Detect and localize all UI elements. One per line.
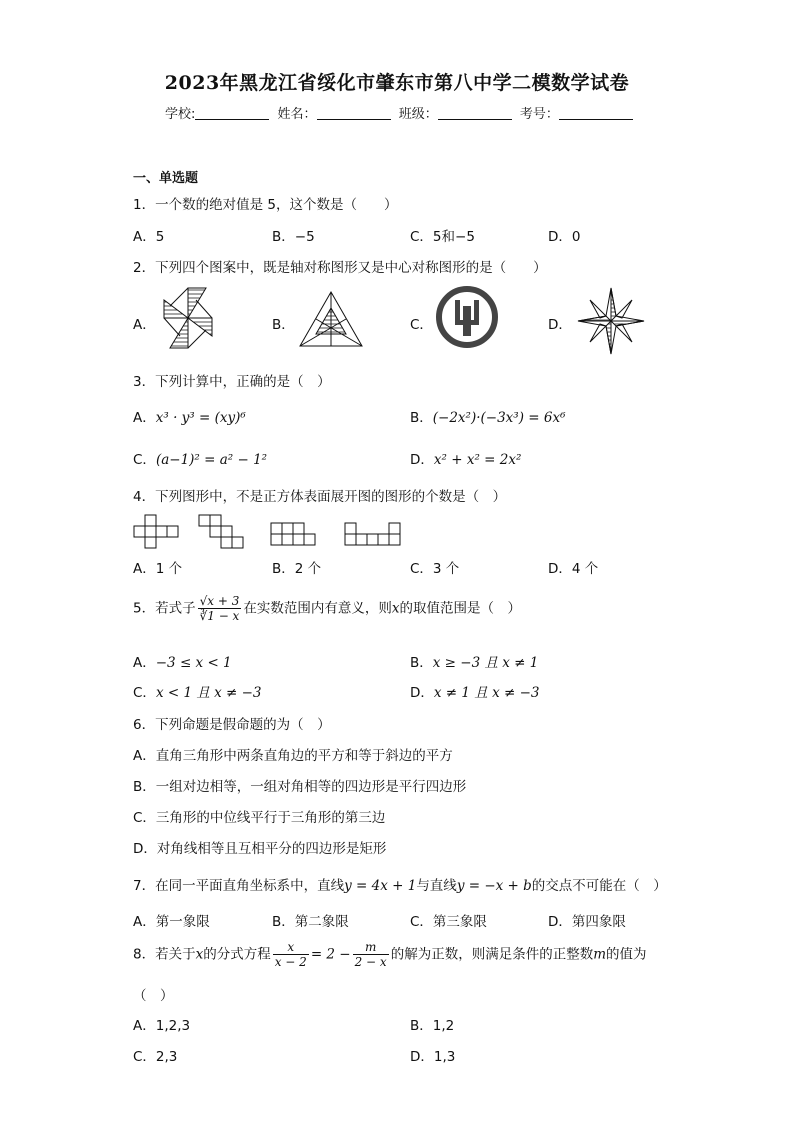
name-blank[interactable]: [317, 107, 391, 120]
q8-option-b[interactable]: B．1,2: [410, 1018, 455, 1034]
cube-net-2: [198, 514, 246, 548]
q7-line2: y = −x + b: [456, 878, 532, 894]
q5-option-c[interactable]: [133, 681, 262, 701]
q7-line1: y = 4x + 1: [344, 878, 417, 894]
q6-option-a[interactable]: A．直角三角形中两条直角边的平方和等于斜边的平方: [133, 748, 453, 764]
q5-post2: 的取值范围是（ ）: [399, 600, 521, 617]
q5-option-d[interactable]: [410, 681, 540, 701]
q7-mid: 与直线: [416, 878, 457, 894]
q8-f1-denominator: x − 2: [274, 955, 307, 969]
q2-option-c[interactable]: C．: [410, 317, 433, 333]
q5-a-expr: −3 ≤ x < 1: [155, 655, 232, 671]
q5-pre: 5．若式子: [133, 600, 196, 617]
q2-option-d[interactable]: D．: [548, 317, 572, 333]
q3-option-a[interactable]: [133, 406, 246, 426]
q8-stem: [133, 940, 647, 969]
q7-option-d[interactable]: D．第四象限: [548, 914, 626, 930]
q3-b-label: B．: [410, 410, 433, 426]
cube-net-1: [133, 514, 181, 548]
student-info-line: [165, 103, 637, 122]
q5-fraction: [198, 594, 242, 623]
q5-b-label: B．: [410, 655, 433, 671]
q3-a-label: A．: [133, 410, 156, 426]
q5-option-a[interactable]: [133, 651, 232, 671]
q6-option-d[interactable]: D．对角线相等且互相平分的四边形是矩形: [133, 841, 387, 857]
q4-option-b[interactable]: B．2 个: [272, 561, 322, 577]
q6-stem: 6．下列命题是假命题的为（ ）: [133, 717, 331, 733]
q8-option-a[interactable]: A．1,2,3: [133, 1018, 191, 1034]
q8-mid: 的分式方程: [203, 946, 271, 963]
q8-f2-numerator: m: [353, 940, 389, 955]
cube-net-3: [270, 522, 318, 548]
q8-f1-numerator: x: [273, 940, 309, 955]
q7-post: 的交点不可能在（ ）: [531, 878, 667, 894]
page-title: 2023年黑龙江省绥化市肇东市第八中学二模数学试卷: [164, 72, 630, 94]
q3-c-label: C．: [133, 452, 156, 468]
q8-var: x: [195, 946, 204, 963]
q8-post: 的解为正数，则满足条件的正整数: [390, 946, 594, 963]
q2-option-a[interactable]: A．: [133, 317, 156, 333]
q4-stem: 4．下列图形中，不是正方体表面展开图的图形的个数是（ ）: [133, 489, 507, 505]
q7-pre: 7．在同一平面直角坐标系中，直线: [133, 878, 345, 894]
q3-d-expr: x² + x² = 2x²: [433, 452, 522, 468]
q3-d-label: D．: [410, 452, 434, 468]
number-label: 考号：: [519, 107, 559, 122]
q8-fraction-1: [273, 940, 309, 969]
section-heading: 一、单选题: [133, 171, 199, 186]
q3-option-b[interactable]: [410, 406, 566, 426]
name-label: 姓名：: [277, 107, 317, 122]
q5-d-label: D．: [410, 685, 434, 701]
q7-stem: [133, 874, 667, 894]
q5-c-expr: x < 1 且 x ≠ −3: [155, 685, 262, 701]
q8-post2: 的值为: [606, 946, 647, 963]
triangle-figure: [298, 290, 364, 348]
q1-option-d[interactable]: D．0: [548, 229, 581, 245]
q8-option-d[interactable]: D．1,3: [410, 1049, 456, 1065]
star-figure: [576, 286, 646, 356]
number-blank[interactable]: [559, 107, 633, 120]
q5-a-label: A．: [133, 655, 156, 671]
q4-option-d[interactable]: D．4 个: [548, 561, 599, 577]
q5-option-b[interactable]: [410, 651, 538, 671]
q6-option-c[interactable]: C．三角形的中位线平行于三角形的第三边: [133, 810, 386, 826]
q5-stem: [133, 594, 521, 623]
q5-numerator: √x + 3: [199, 594, 240, 608]
q3-option-d[interactable]: [410, 448, 521, 468]
q1-option-b[interactable]: B．−5: [272, 229, 315, 245]
bank-logo-figure: [436, 286, 498, 348]
q5-var: x: [391, 600, 400, 617]
q5-d-expr: x ≠ 1 且 x ≠ −3: [433, 685, 540, 701]
school-label: 学校:: [165, 107, 196, 122]
q8-eq: = 2 −: [310, 946, 351, 963]
pinwheel-figure: [160, 284, 216, 352]
q5-b-expr: x ≥ −3 且 x ≠ 1: [432, 655, 539, 671]
q3-option-c[interactable]: [133, 448, 267, 468]
q5-denominator: ∛1 − x: [199, 609, 240, 623]
class-label: 班级：: [398, 107, 438, 122]
q7-option-b[interactable]: B．第二象限: [272, 914, 349, 930]
q4-option-c[interactable]: C．3 个: [410, 561, 460, 577]
q3-a-expr: x³ · y³ = (xy)⁶: [155, 410, 246, 426]
q8-var2: m: [593, 946, 607, 963]
q2-stem: 2．下列四个图案中，既是轴对称图形又是中心对称图形的是（ ）: [133, 260, 547, 276]
q5-post: 在实数范围内有意义，则: [243, 600, 392, 617]
cube-net-4: [344, 522, 402, 548]
q3-c-expr: (a−1)² = a² − 1²: [155, 452, 268, 468]
q1-stem: 1．一个数的绝对值是 5，这个数是（ ）: [133, 197, 398, 213]
q4-option-a[interactable]: A．1 个: [133, 561, 183, 577]
q1-option-c[interactable]: C．5和−5: [410, 229, 475, 245]
q8-pre: 8．若关于: [133, 946, 196, 963]
q7-option-c[interactable]: C．第三象限: [410, 914, 487, 930]
q8-f2-denominator: 2 − x: [354, 955, 387, 969]
q2-option-b[interactable]: B．: [272, 317, 295, 333]
q8-option-c[interactable]: C．2,3: [133, 1049, 178, 1065]
q8-paren: （ ）: [133, 988, 174, 1004]
q7-option-a[interactable]: A．第一象限: [133, 914, 210, 930]
q6-option-b[interactable]: B．一组对边相等，一组对角相等的四边形是平行四边形: [133, 779, 467, 795]
school-blank[interactable]: [195, 107, 269, 120]
q8-fraction-2: [353, 940, 389, 969]
q3-b-expr: (−2x²)·(−3x³) = 6x⁶: [432, 410, 566, 426]
class-blank[interactable]: [438, 107, 512, 120]
q5-c-label: C．: [133, 685, 156, 701]
q1-option-a[interactable]: A．5: [133, 229, 165, 245]
q3-stem: 3．下列计算中，正确的是（ ）: [133, 374, 331, 390]
